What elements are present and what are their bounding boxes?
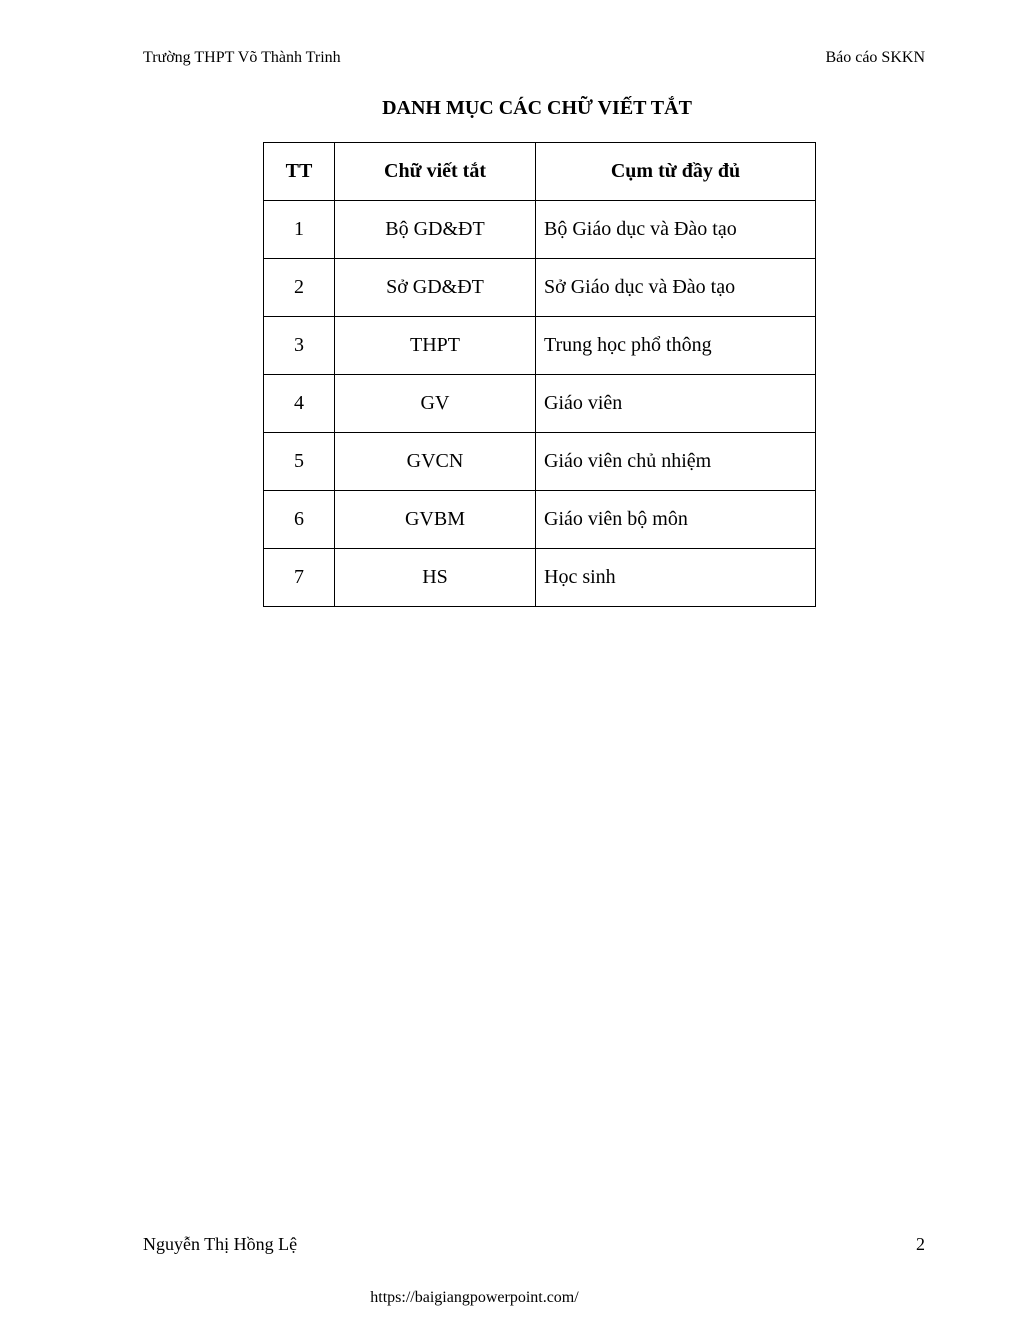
cell-full-phrase: Học sinh	[536, 549, 816, 607]
cell-index: 3	[264, 317, 335, 375]
header-report-type: Báo cáo SKKN	[825, 49, 925, 66]
cell-abbreviation: Sở GD&ĐT	[335, 259, 536, 317]
cell-index: 1	[264, 201, 335, 259]
abbreviation-table	[263, 142, 816, 607]
table-row	[264, 433, 816, 491]
cell-full-phrase: Trung học phổ thông	[536, 317, 816, 375]
cell-abbreviation: Bộ GD&ĐT	[335, 201, 536, 259]
cell-full-phrase: Bộ Giáo dục và Đào tạo	[536, 201, 816, 259]
cell-abbreviation: HS	[335, 549, 536, 607]
page-title: DANH MỤC CÁC CHỮ VIẾT TẮT	[382, 97, 692, 119]
cell-full-phrase: Giáo viên bộ môn	[536, 491, 816, 549]
table-row	[264, 549, 816, 607]
cell-abbreviation: GV	[335, 375, 536, 433]
header-cell-abbreviation: Chữ viết tắt	[335, 143, 536, 201]
cell-index: 5	[264, 433, 335, 491]
table-header-row	[264, 143, 816, 201]
footer-author: Nguyễn Thị Hồng Lệ	[143, 1234, 298, 1254]
cell-abbreviation: GVCN	[335, 433, 536, 491]
cell-full-phrase: Giáo viên chủ nhiệm	[536, 433, 816, 491]
cell-index: 6	[264, 491, 335, 549]
cell-index: 2	[264, 259, 335, 317]
header-cell-full-phrase: Cụm từ đầy đủ	[536, 143, 816, 201]
cell-full-phrase: Giáo viên	[536, 375, 816, 433]
cell-index: 4	[264, 375, 335, 433]
header-cell-tt: TT	[264, 143, 335, 201]
cell-index: 7	[264, 549, 335, 607]
cell-abbreviation: THPT	[335, 317, 536, 375]
table-row	[264, 201, 816, 259]
footer-url: https://baigiangpowerpoint.com/	[370, 1289, 579, 1306]
footer-page-number: 2	[916, 1234, 925, 1254]
table-row	[264, 317, 816, 375]
cell-abbreviation: GVBM	[335, 491, 536, 549]
cell-full-phrase: Sở Giáo dục và Đào tạo	[536, 259, 816, 317]
header-school-name: Trường THPT Võ Thành Trinh	[143, 49, 341, 66]
table-row	[264, 259, 816, 317]
table-row	[264, 491, 816, 549]
table-row	[264, 375, 816, 433]
